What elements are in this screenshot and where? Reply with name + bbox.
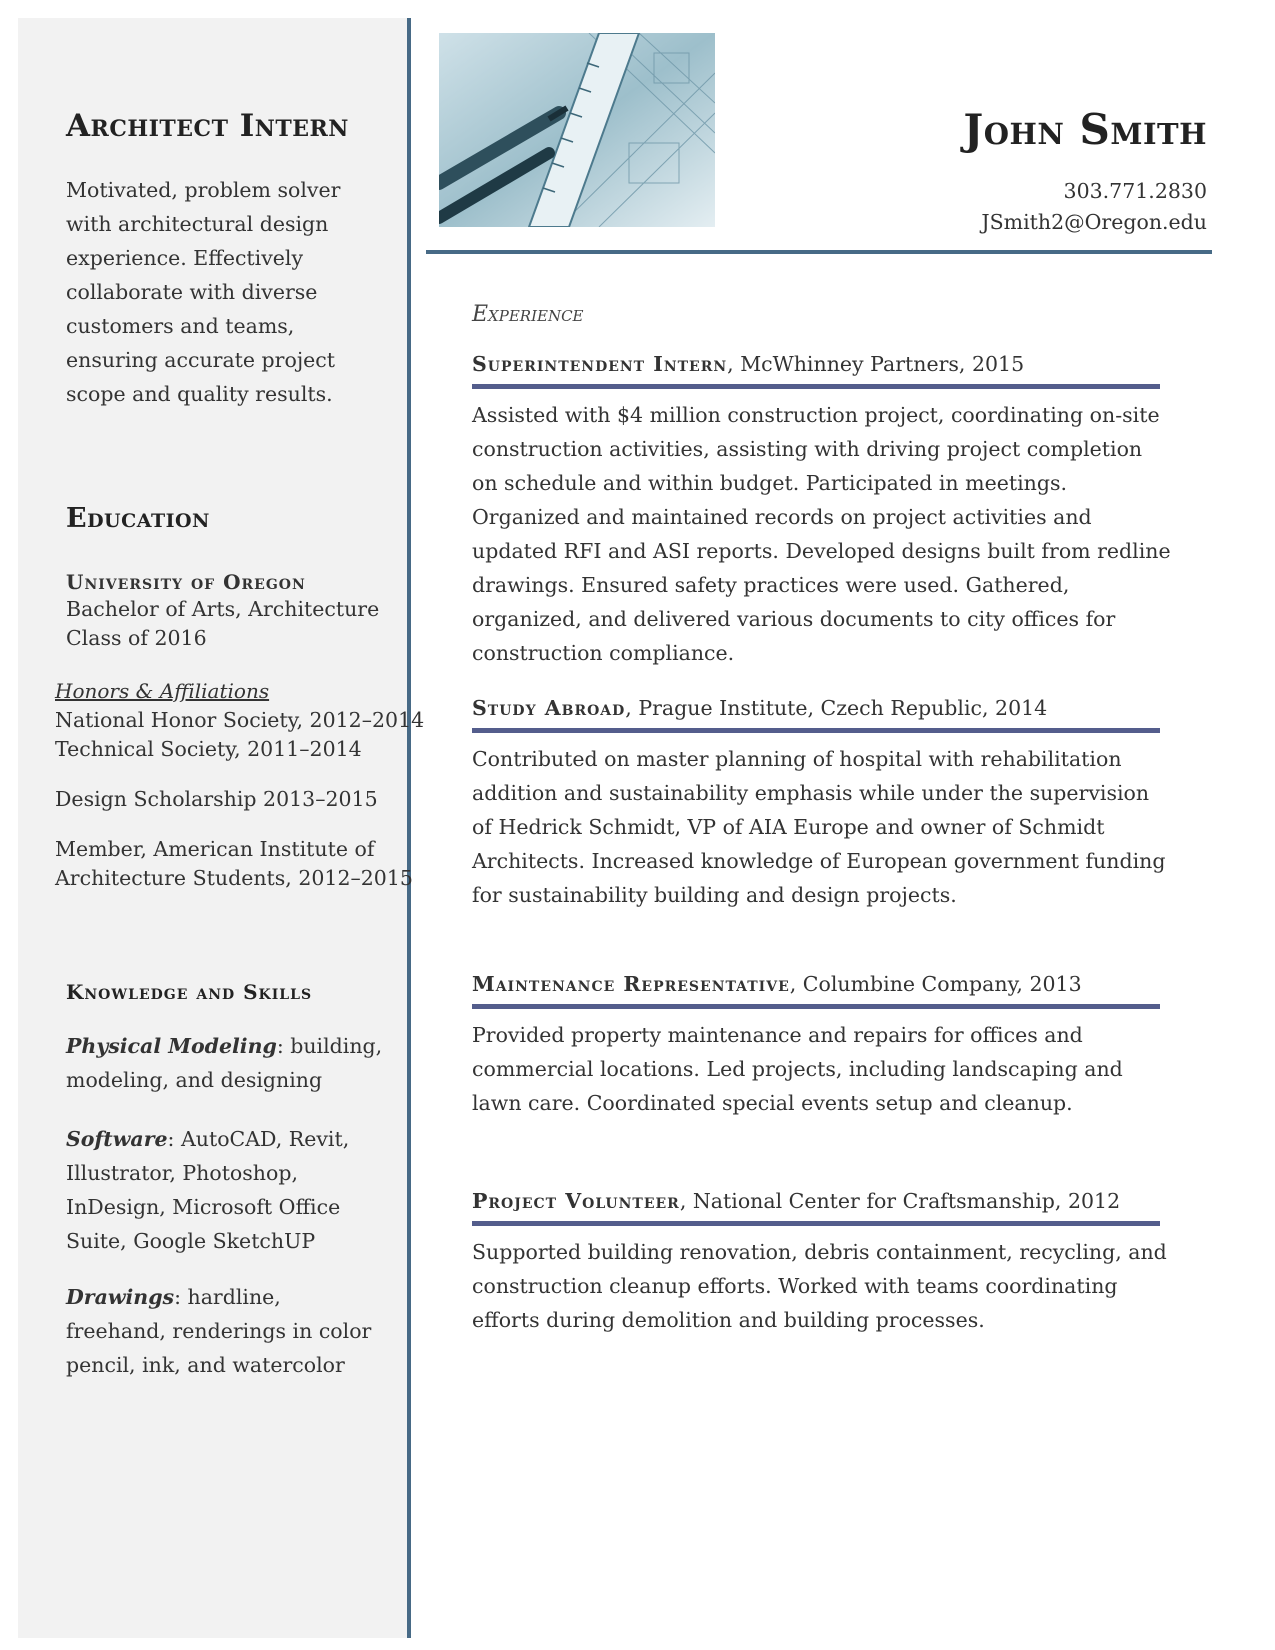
honor-item: Member, American Institute of [55,837,375,861]
job-detail: , Columbine Company, 2013 [789,972,1082,996]
email-address[interactable]: JSmith2@Oregon.edu [981,210,1207,234]
job-detail: , National Center for Craftsmanship, 2012 [679,1189,1121,1213]
skill-text: : AutoCAD, Revit, Illustrator, Photoshop, InDesign, Microsoft Office Suite, Google SketchUP [66,1127,350,1253]
job-position: Project Volunteer [472,1189,680,1213]
job-objective-title: Architect Intern [66,108,349,144]
job-detail: , McWhinney Partners, 2015 [727,352,1025,376]
job-divider [472,728,1160,733]
blueprint-drawing-image [439,33,715,227]
phone-number: 303.771.2830 [1063,179,1207,203]
skill-item [66,1029,386,1097]
skill-text: : building, modeling, and designing [66,1034,383,1092]
job-divider [472,384,1160,389]
job-divider [472,1221,1160,1226]
skill-label: Physical Modeling [66,1034,277,1058]
class-year: Class of 2016 [66,626,207,650]
skill-text: : hardline, freehand, renderings in color pencil, ink, and watercolor [66,1285,372,1377]
job-title [472,972,1082,996]
job-description: Contributed on master planning of hospital with rehabilitation addition and sustainability emphasis while under the supervision of Hedrick Schmidt, VP of AIA Europe and owner of Schmidt Architects. Increased knowledge of European government funding for sustainability building and design projects. [472,747,1166,907]
honors-label: Honors & Affiliations [55,679,270,703]
degree: Bachelor of Arts, Architecture [66,597,380,621]
skill-item [66,1122,386,1258]
job-description: Assisted with $4 million construction project, coordinating on-site construction activities, assisting with driving project completion on schedule and within budget. Participated in meetings. Organized and maintained records on project activities and updated RFI and ASI reports. Developed designs built from redline drawings. Ensured safety practices were used. Gathered, organized, and delivered various documents to city offices for construction compliance. [472,403,1171,665]
job-position: Study Abroad [472,696,626,720]
job-title [472,696,1047,720]
job-description: Provided property maintenance and repairs for offices and commercial locations. Led projects, including landscaping and lawn care. Coordinated special events setup and cleanup. [472,1023,1123,1115]
honor-item: Architecture Students, 2012–2015 [55,866,413,890]
experience-heading: Experience [472,302,584,327]
job-title [472,352,1024,376]
school-name: University of Oregon [66,570,306,594]
honor-item: National Honor Society, 2012–2014 [55,708,425,732]
job-position: Maintenance Representative [472,972,790,996]
skill-label: Software [66,1127,168,1151]
skills-title: Knowledge and Skills [66,980,313,1004]
education-title: Education [66,503,210,534]
summary-text: Motivated, problem solver with architectural design experience. Effectively collaborate with diverse customers and teams, ensuring accurate project scope and quality results. [66,178,341,406]
skill-item [66,1280,386,1382]
job-divider [472,1004,1160,1009]
job-title [472,1189,1120,1213]
header-divider [426,250,1212,254]
job-description: Supported building renovation, debris containment, recycling, and construction cleanup efforts. Worked with teams coordinating efforts during demolition and building processes. [472,1240,1167,1332]
honor-item: Design Scholarship 2013–2015 [55,787,378,811]
blueprint-photo [439,33,715,227]
job-detail: , Prague Institute, Czech Republic, 2014 [625,696,1048,720]
job-position: Superintendent Intern [472,352,728,376]
sidebar-divider [407,18,411,1638]
honor-item: Technical Society, 2011–2014 [55,737,362,761]
skill-label: Drawings [66,1285,175,1309]
candidate-name: John Smith [963,105,1207,154]
